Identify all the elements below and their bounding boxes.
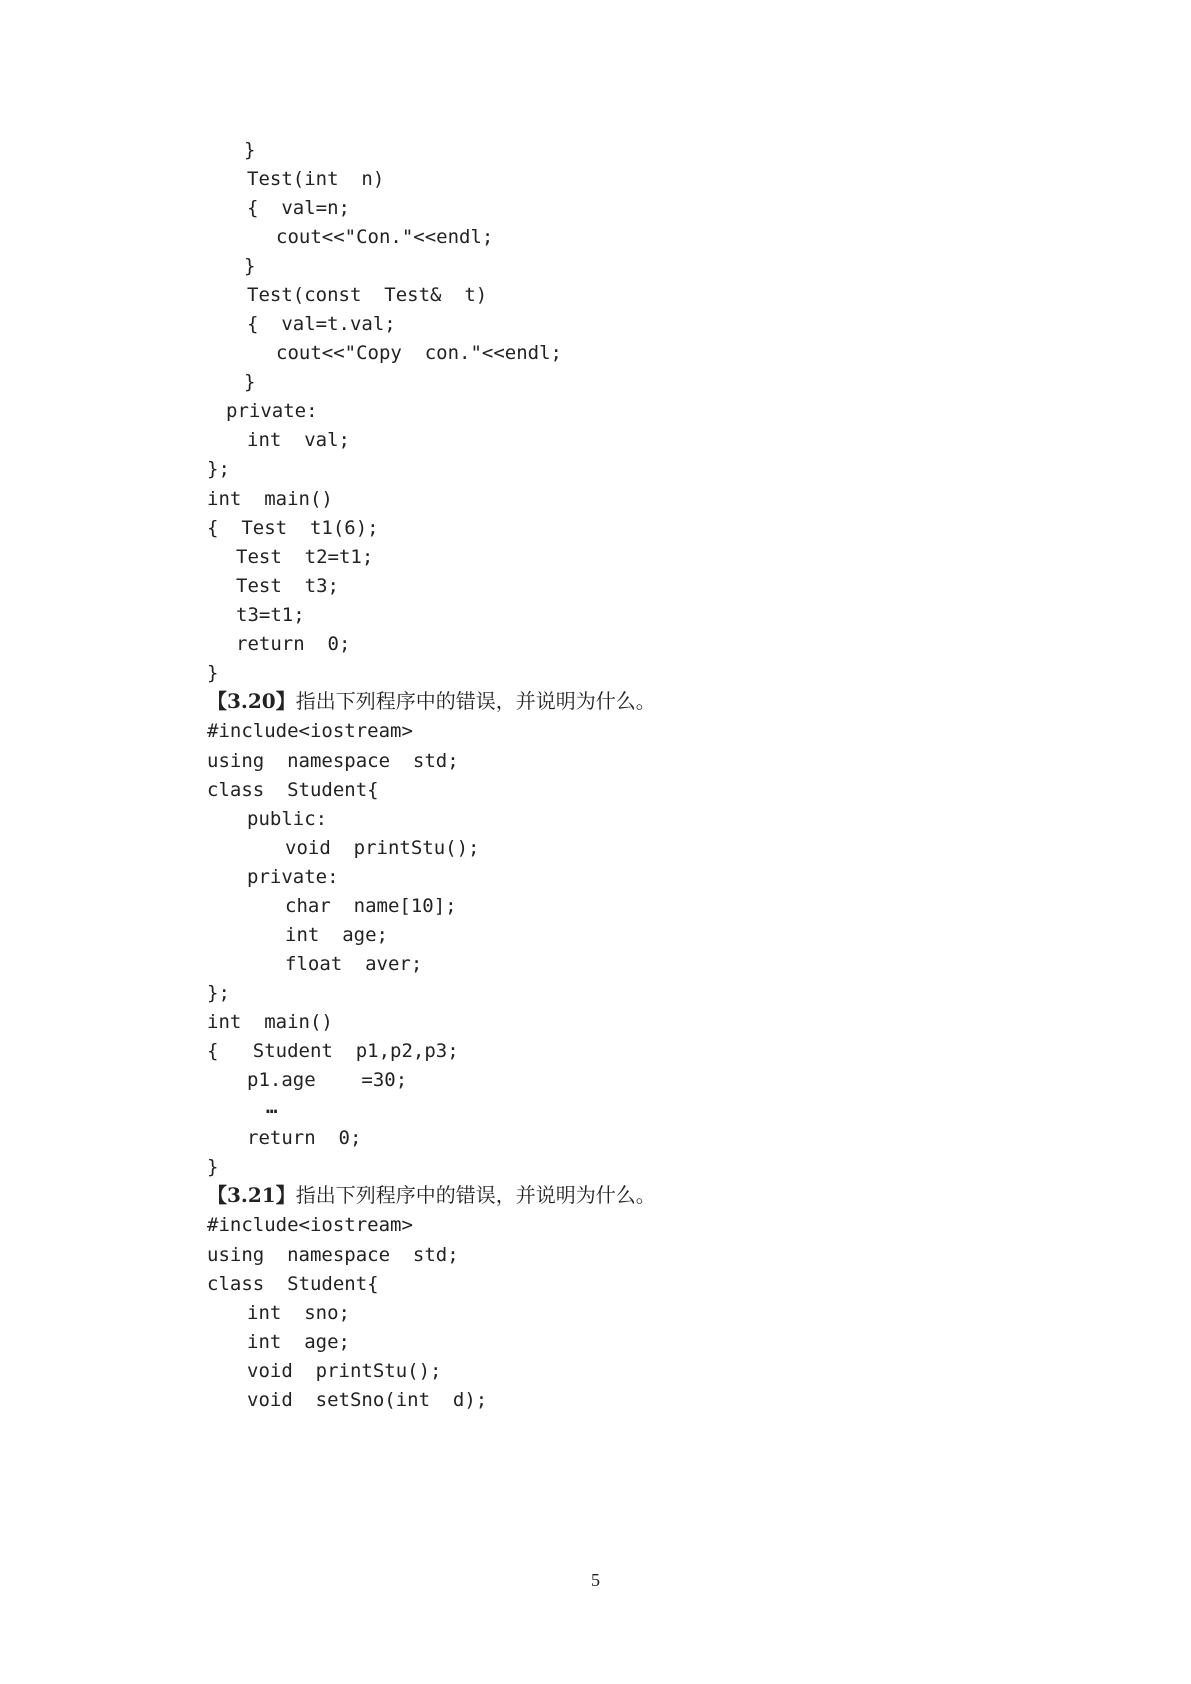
code-line: private: [247,866,339,888]
code-line: void printStu(); [285,837,480,859]
code-line: Test(int n) [247,168,385,190]
code-line: int age; [247,1331,350,1353]
code-line: } [244,371,256,393]
code-line: return 0; [236,633,351,655]
question-heading-3-20 [207,689,656,713]
code-line: cout<<"Con."<<endl; [276,226,494,248]
question-text: 指出下列程序中的错误，并说明为什么。 [295,689,656,713]
code-line: class Student{ [207,1273,379,1295]
code-line: using namespace std; [207,1244,459,1266]
code-line: } [207,1156,219,1178]
code-line: using namespace std; [207,750,459,772]
code-line: void setSno(int d); [247,1389,488,1411]
code-line: int val; [247,429,350,451]
code-line: Test t3; [236,575,339,597]
code-line: Test t2=t1; [236,546,374,568]
code-line: } [244,139,256,161]
code-line: } [244,255,256,277]
code-line: int sno; [247,1302,350,1324]
code-line: return 0; [247,1127,362,1149]
code-line: int age; [285,924,388,946]
code-line: }; [207,458,230,480]
question-text: 指出下列程序中的错误，并说明为什么。 [295,1183,656,1207]
code-line: }; [207,982,230,1004]
question-number: 【3.20】 [207,689,296,713]
code-line: int main() [207,488,333,510]
page-number: 5 [591,1570,600,1590]
code-line: t3=t1; [236,604,305,626]
code-line: public: [247,808,328,830]
code-line: { val=t.val; [247,313,396,335]
code-line: class Student{ [207,779,379,801]
code-line: void printStu(); [247,1360,442,1382]
code-line: int main() [207,1011,333,1033]
code-line: private: [226,400,318,422]
code-line: p1.age =30; [247,1069,408,1091]
code-line: Test(const Test& t) [247,284,488,306]
code-line: char name[10]; [285,895,457,917]
code-line: cout<<"Copy con."<<endl; [276,342,562,364]
code-line: #include<iostream> [207,720,413,742]
code-line: #include<iostream> [207,1214,413,1236]
code-line: { Student p1,p2,p3; [207,1040,459,1062]
code-line: float aver; [285,953,423,975]
code-line: { Test t1(6); [207,517,379,539]
question-number: 【3.21】 [207,1183,296,1207]
question-heading-3-21 [207,1183,656,1207]
ellipsis: … [266,1096,278,1118]
code-line: { val=n; [247,197,350,219]
code-line: } [207,662,219,684]
